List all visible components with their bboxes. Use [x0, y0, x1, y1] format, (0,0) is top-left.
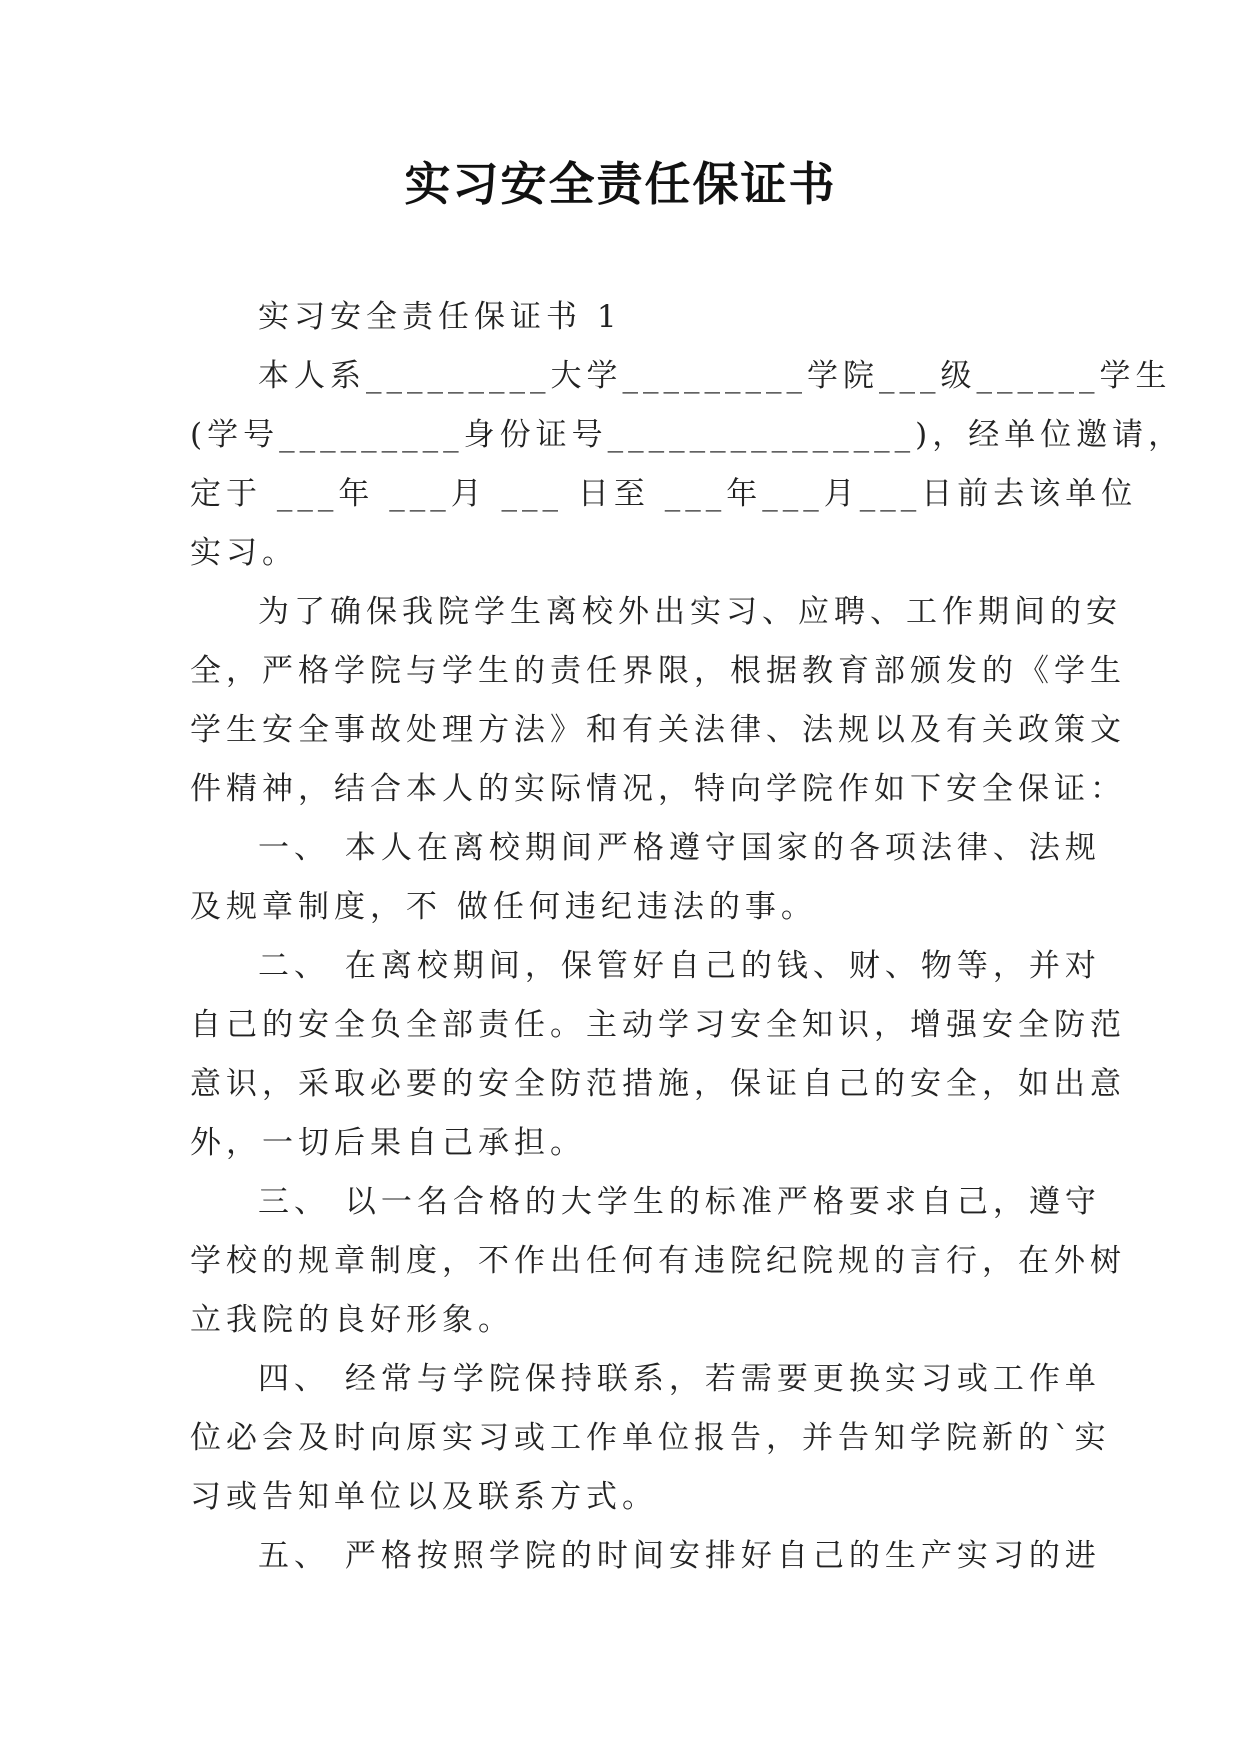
clause-line: 三、 以一名合格的大学生的标准严格要求自己，遵守	[258, 1184, 1101, 1220]
paragraph-line: 实习。	[190, 535, 298, 571]
paragraph-line: 本人系_________大学_________学院___级______学生	[258, 358, 1172, 394]
clause-line: 立我院的良好形象。	[190, 1302, 514, 1338]
clause-line: 自己的安全负全部责任。主动学习安全知识，增强安全防范	[190, 1007, 1126, 1043]
clause-line: 意识，采取必要的安全防范措施，保证自己的安全，如出意	[190, 1066, 1126, 1102]
clause-line: 五、 严格按照学院的时间安排好自己的生产实习的进	[258, 1538, 1101, 1574]
clause-line: 习或告知单位以及联系方式。	[190, 1479, 658, 1515]
paragraph-line: 件精神，结合本人的实际情况，特向学院作如下安全保证：	[190, 771, 1126, 807]
clause-line: 外，一切后果自己承担。	[190, 1125, 586, 1161]
clause-line: 一、 本人在离校期间严格遵守国家的各项法律、法规	[258, 830, 1101, 866]
section-heading: 实习安全责任保证书 1	[258, 299, 622, 335]
paragraph-line: 学生安全事故处理方法》和有关法律、法规以及有关政策文	[190, 712, 1126, 748]
clause-line: 位必会及时向原实习或工作单位报告，并告知学院新的`实	[190, 1420, 1111, 1456]
clause-line: 学校的规章制度，不作出任何有违院纪院规的言行，在外树	[190, 1243, 1126, 1279]
document-body	[190, 288, 1185, 1586]
paragraph-line: 全，严格学院与学生的责任界限，根据教育部颁发的《学生	[190, 653, 1126, 689]
paragraph-line: (学号_________身份证号_______________)，经单位邀请，	[190, 417, 1185, 453]
clause-line: 二、 在离校期间，保管好自己的钱、财、物等，并对	[258, 948, 1101, 984]
paragraph-line: 定于 ___年 ___月 ___ 日至 ___年___月___日前去该单位	[190, 476, 1138, 512]
document-title: 实习安全责任保证书	[404, 157, 837, 211]
clause-line: 四、 经常与学院保持联系，若需要更换实习或工作单	[258, 1361, 1101, 1397]
paragraph-line: 为了确保我院学生离校外出实习、应聘、工作期间的安	[258, 594, 1122, 630]
clause-line: 及规章制度，不 做任何违纪违法的事。	[190, 889, 817, 925]
